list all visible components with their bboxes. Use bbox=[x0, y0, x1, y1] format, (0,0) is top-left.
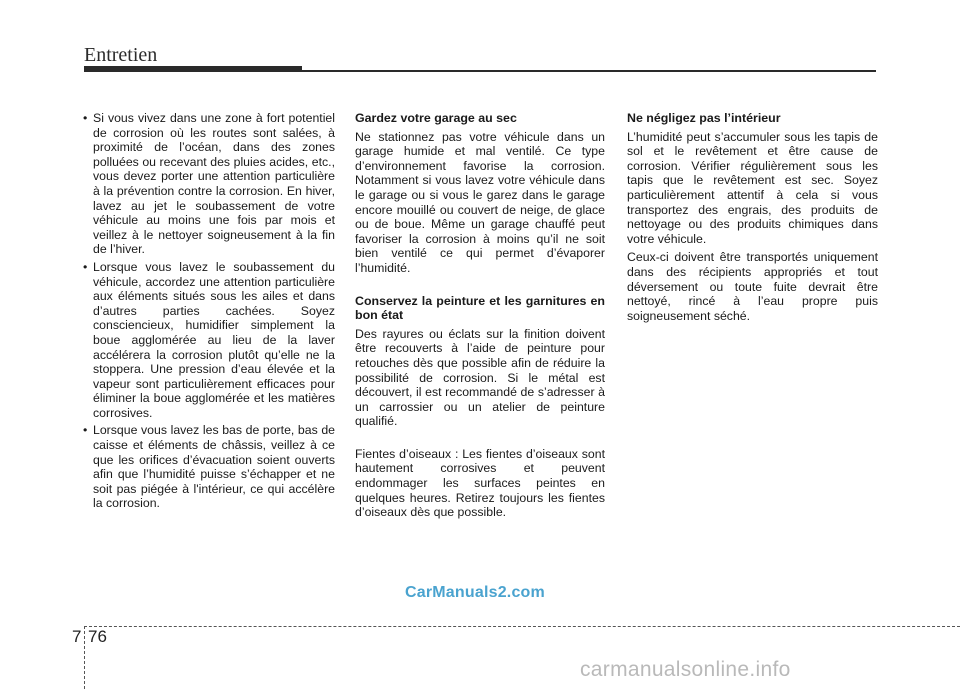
page-number: 76 bbox=[88, 627, 107, 646]
heading-interior: Ne négligez pas l’intérieur bbox=[627, 111, 781, 125]
bullet-icon: • bbox=[83, 423, 88, 438]
column-2 bbox=[355, 111, 605, 524]
section-title: Entretien bbox=[84, 44, 158, 66]
paragraph-garage: Ne stationnez pas votre véhicule dans un garage humide et mal ventilé. Ce type d’environnement favorise la corrosion. Notamment si vous lavez votre véhicule dans le garage ou si vous le garez dans le garage encore mouillé ou couvert de neige, de glace ou de boue. Même un garage chauffé peut favoriser la corrosion à moins qu’il ne soit bien ventilé ce qui permet d’évaporer l’humidité. bbox=[355, 129, 605, 275]
bullet-icon: • bbox=[83, 111, 88, 125]
site-watermark: carmanualsonline.info bbox=[580, 658, 791, 681]
title-rule-thick bbox=[84, 66, 302, 72]
title-rule-thin bbox=[302, 70, 876, 72]
paragraph-bird-droppings: Fientes d’oiseaux : Les fientes d’oiseaux sont hautement corrosives et peuvent endommager les surfaces peintes en quelques heures. Retirez toujours les fientes d’oiseaux dès que possible. bbox=[355, 446, 605, 520]
heading-paint: Conservez la peinture et les garnitures en bon état bbox=[355, 293, 605, 323]
chapter-number: 7 bbox=[72, 627, 82, 646]
brand-watermark: CarManuals2.com bbox=[405, 584, 545, 601]
bullet-list bbox=[83, 111, 335, 511]
column-1 bbox=[83, 111, 335, 514]
bullet-text: Lorsque vous lavez les bas de porte, bas de caisse et éléments de châssis, veillez à ce que les orifices d’évacuation soient ouverts afin que l’humidité puisse s’échapper et ne soit pas piégée à l'intérieur, ce qui accélère la corrosion. bbox=[93, 423, 335, 511]
footer-divider bbox=[84, 626, 960, 627]
paragraph-interior: L’humidité peut s’accumuler sous les tapis de sol et le revêtement et être cause de corrosion. Vérifier régulièrement sous les tapis que le revêtement est sec. Soyez particulièrement attentif à cela si vous transportez des engrais, des produits de nettoyage ou des produits chimiques dans votre véhicule. bbox=[627, 129, 878, 246]
heading-garage: Gardez votre garage au sec bbox=[355, 111, 517, 125]
bullet-text: Si vous vivez dans une zone à fort potentiel de corrosion où les routes sont salées, à proximité de l’océan, dans des zones polluées ou recevant des pluies acides, etc., vous devez porter une attention particulière à la prévention contre la corrosion. En hiver, lavez au jet le soubassement de votre véhicule au moins une fois par mois et veillez à le nettoyer soigneusement à la fin de l’hiver. bbox=[93, 111, 335, 257]
list-item bbox=[83, 423, 335, 511]
list-item bbox=[83, 260, 335, 421]
bullet-icon: • bbox=[83, 259, 88, 274]
paragraph-transport: Ceux-ci doivent être transportés uniquement dans des récipients appropriés et tout déversement ou toute fuite devrait être nettoyé, rincé à l’eau propre puis soigneusement séché. bbox=[627, 250, 878, 323]
list-item bbox=[83, 111, 335, 257]
bullet-text: Lorsque vous lavez le soubassement du véhicule, accordez une attention particulière aux éléments situés sous les ailes et dans d’autres parties cachées. Soyez consciencieux, humidifier simplement la boue agglomérée au lieu de la laver accélérera la corrosion plutôt qu’elle ne la stoppera. Une pression d’eau élevée et la vapeur sont particulièrement efficaces pour éliminer la boue agglomérée et les matières corrosives. bbox=[93, 259, 335, 420]
paragraph-paint: Des rayures ou éclats sur la finition doivent être recouverts à l’aide de peinture pour retouches dès que possible afin de réduire la possibilité de corrosion. Si le métal est découvert, il est recommandé de s’adresser à un carrossier ou un atelier de peinture qualifié. bbox=[355, 326, 605, 429]
footer-vertical-divider bbox=[84, 626, 85, 689]
column-3 bbox=[627, 111, 878, 327]
